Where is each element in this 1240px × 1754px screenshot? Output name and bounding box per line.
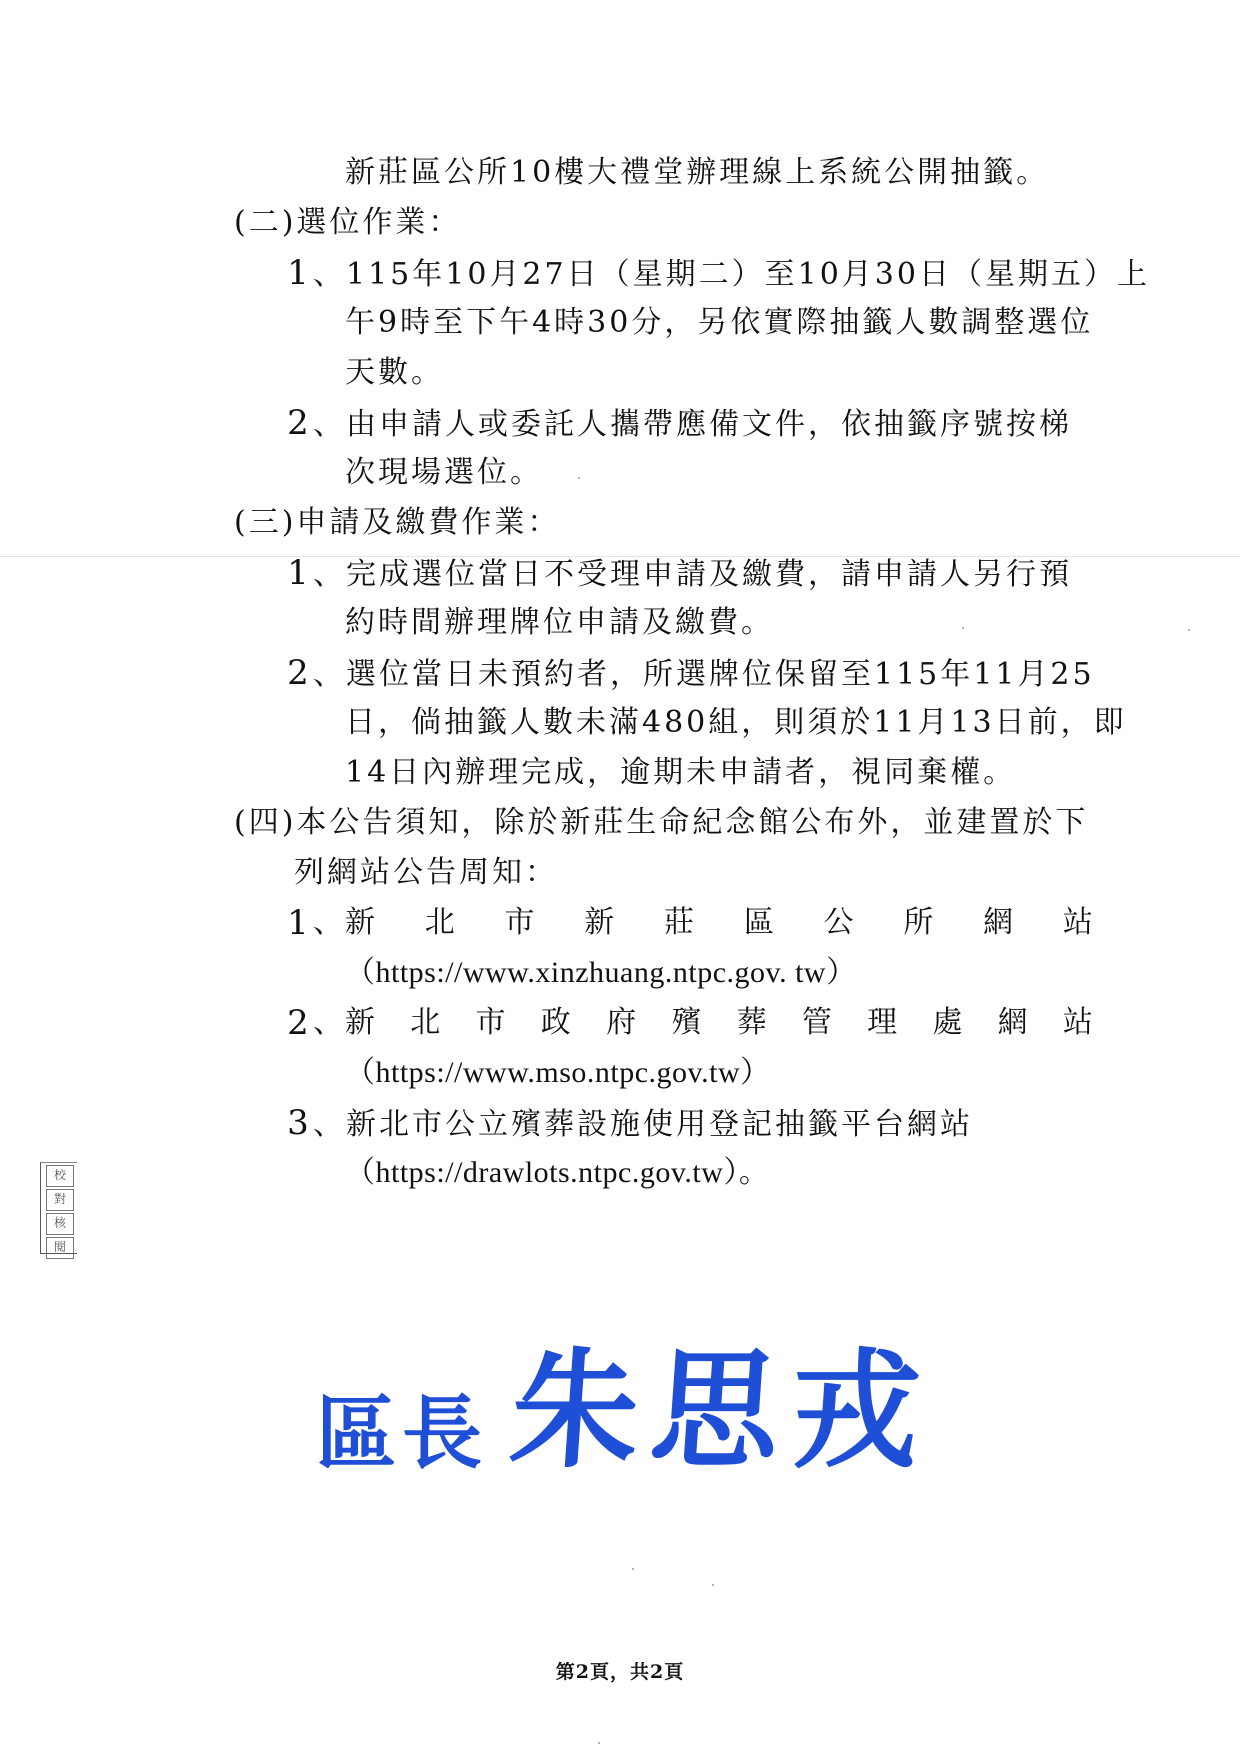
site-name-char: 新 <box>345 1005 375 1040</box>
list-item-body: 、新北市公立殯葬設施使用登記抽籤平台網站 <box>313 1107 973 1142</box>
scan-speck <box>962 627 964 629</box>
text-line: 新莊區公所10樓大禮堂辦理線上系統公開抽籤。 <box>345 155 1050 190</box>
list-number: 2 <box>287 403 309 443</box>
signature-title: 區長 <box>316 1387 488 1480</box>
list-item-text <box>283 1003 1093 1043</box>
stamp-char: 校 <box>46 1165 74 1187</box>
list-number: 1 <box>287 903 309 943</box>
url-link-xinzhuang[interactable]: （https://www.xinzhuang.ntpc.gov. tw） <box>345 956 857 989</box>
list-item-text <box>283 253 1150 295</box>
url-link-mso[interactable]: （https://www.mso.ntpc.gov.tw） <box>345 1056 771 1089</box>
list-item-body: 、115年10月27日（星期二）至10月30日（星期五）上 <box>313 257 1150 292</box>
site-name-char: 公 <box>823 905 854 940</box>
site-name-char: 市 <box>475 1005 506 1040</box>
list-item-text <box>283 653 1095 695</box>
site-name-char: 所 <box>903 905 934 940</box>
scan-speck <box>632 1568 634 1570</box>
list-number: 1 <box>287 553 309 593</box>
site-name-char: 北 <box>410 1005 441 1040</box>
stamp-char: 核 <box>46 1213 74 1235</box>
text-line: 午9時至下午4時30分，另依實際抽籤人數調整選位 <box>345 305 1094 340</box>
text-line: 日，倘抽籤人數未滿480組，則須於11月13日前，即 <box>345 705 1127 740</box>
site-name-char: 北 <box>424 905 455 940</box>
url-link-drawlots[interactable]: （https://drawlots.ntpc.gov.tw）。 <box>345 1156 770 1189</box>
text-line: 約時間辦理牌位申請及繳費。 <box>345 605 774 640</box>
site-name-char: 站 <box>1062 905 1093 940</box>
list-item-text <box>283 903 1093 943</box>
stamp-char: 閱 <box>46 1237 74 1259</box>
scan-speck <box>1188 629 1190 631</box>
site-name-char: 市 <box>504 905 535 940</box>
list-number: 3 <box>287 1103 309 1143</box>
stamp-char: 對 <box>46 1189 74 1211</box>
site-name-char: 理 <box>867 1005 898 1040</box>
list-number: 2 <box>287 1003 309 1043</box>
site-name-char: 殯 <box>671 1005 702 1040</box>
site-name-char: 區 <box>743 905 774 940</box>
justified-site-name <box>345 1003 1093 1043</box>
site-name-char: 新 <box>345 905 375 940</box>
scan-speck <box>598 1742 600 1744</box>
list-item-body: 、由申請人或委託人攜帶應備文件，依抽籤序號按梯 <box>313 407 1072 442</box>
text-line: 次現場選位。 <box>345 455 543 490</box>
site-name-char: 府 <box>606 1005 637 1040</box>
list-item-text <box>283 403 1072 445</box>
list-separator: 、 <box>313 1005 346 1040</box>
site-name-char: 管 <box>801 1005 832 1040</box>
list-item-text <box>283 1103 973 1145</box>
list-item-body: 、選位當日未預約者，所選牌位保留至115年11月25 <box>313 657 1095 692</box>
list-item-text <box>283 553 1072 595</box>
text-line: 天數。 <box>345 355 444 390</box>
section-heading-3: (三)申請及繳費作業： <box>234 505 561 540</box>
site-name-char: 網 <box>983 905 1014 940</box>
site-name-char: 網 <box>997 1005 1028 1040</box>
text-line: 列網站公告周知： <box>294 855 558 890</box>
site-name-char: 政 <box>540 1005 571 1040</box>
scan-speck <box>712 1584 714 1586</box>
proofread-stamp <box>40 1162 77 1254</box>
site-name-char: 站 <box>1062 1005 1093 1040</box>
site-name-char: 新 <box>584 905 615 940</box>
list-separator: 、 <box>313 905 346 940</box>
scan-speck <box>578 477 580 479</box>
site-name-char: 莊 <box>664 905 695 940</box>
signature-seal <box>316 1308 937 1492</box>
site-name-char: 處 <box>932 1005 963 1040</box>
list-item-body: 、完成選位當日不受理申請及繳費，請申請人另行預 <box>313 557 1072 592</box>
list-number: 1 <box>287 253 309 293</box>
justified-site-name <box>345 903 1093 943</box>
text-line: 14日內辦理完成，逾期未申請者，視同棄權。 <box>345 755 1017 790</box>
site-name-char: 葬 <box>736 1005 767 1040</box>
list-number: 2 <box>287 653 309 693</box>
page-number-footer: 第2頁，共2頁 <box>555 1661 685 1683</box>
section-heading-4: (四)本公告須知，除於新莊生命紀念館公布外，並建置於下 <box>234 805 1089 840</box>
section-heading-2: (二)選位作業： <box>234 205 462 240</box>
signature-name: 朱思戎 <box>505 1337 937 1486</box>
